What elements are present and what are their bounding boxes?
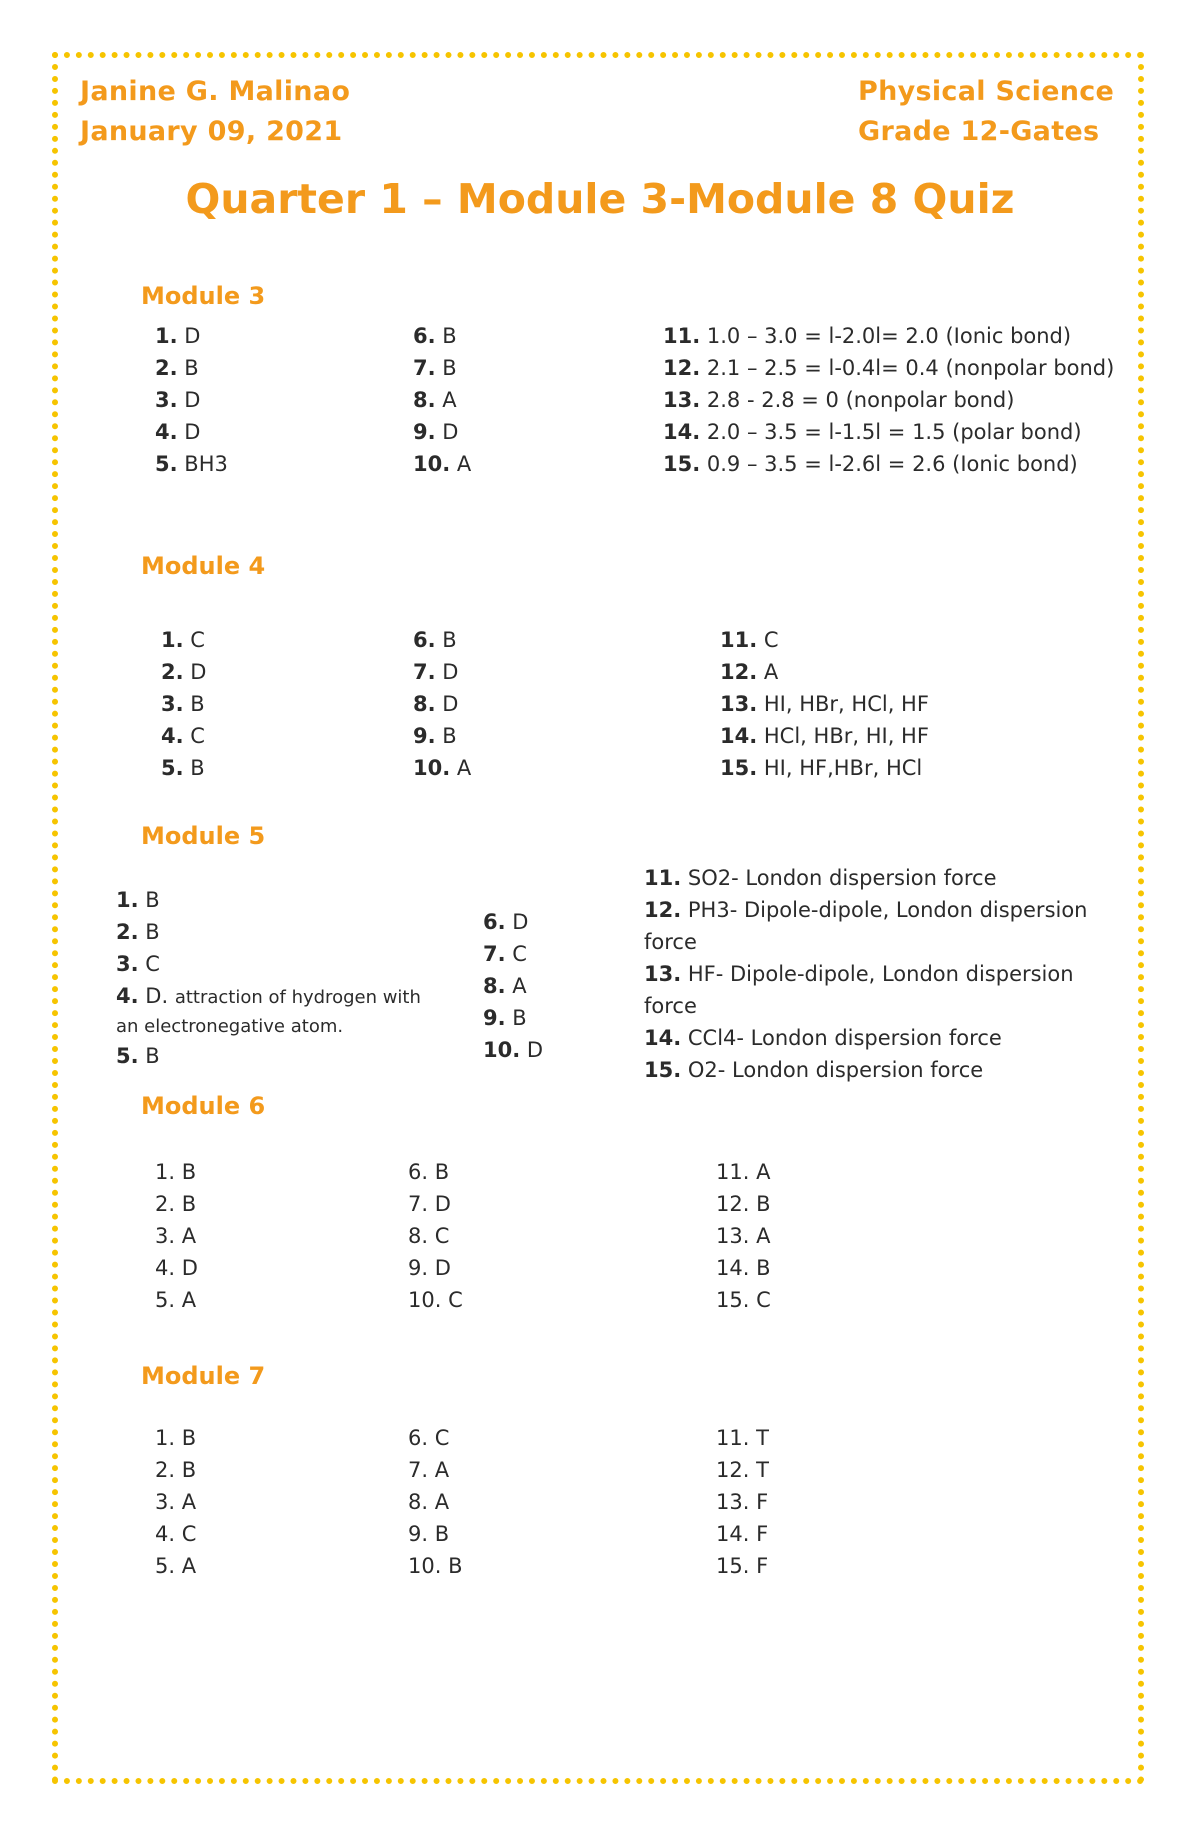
item-number: 15. [720, 756, 758, 780]
item-answer: F [756, 1490, 769, 1514]
item-answer: B [190, 692, 205, 716]
item-number: 5. [155, 1288, 176, 1312]
item-number: 11. [663, 324, 701, 348]
list-item [716, 1252, 771, 1284]
item-number: 10. [483, 1038, 521, 1062]
item-number: 12. [663, 356, 701, 380]
item-number: 15. [663, 452, 701, 476]
item-answer: D [184, 420, 201, 444]
list-item [644, 1022, 1122, 1054]
module-7-heading: Module 7 [141, 1362, 266, 1390]
list-item [408, 1284, 463, 1316]
item-number: 7. [413, 660, 436, 684]
item-answer: B [442, 724, 457, 748]
list-item [408, 1454, 463, 1486]
item-answer: C [190, 628, 205, 652]
item-answer: HI, HBr, HCl, HF [763, 692, 929, 716]
list-item [155, 1188, 198, 1220]
item-answer: B [145, 920, 160, 944]
list-item [483, 970, 543, 1002]
item-number: 5. [116, 1044, 139, 1068]
list-item [720, 624, 929, 656]
list-item [155, 1252, 198, 1284]
item-answer: C [181, 1522, 197, 1546]
list-item [161, 688, 206, 720]
item-number: 10. [408, 1288, 442, 1312]
list-item [408, 1486, 463, 1518]
list-item [716, 1518, 769, 1550]
item-number: 9. [408, 1256, 429, 1280]
item-number: 2. [155, 1458, 176, 1482]
list-item [716, 1220, 771, 1252]
item-number: 12. [716, 1458, 750, 1482]
list-item [413, 352, 471, 384]
list-item [408, 1252, 463, 1284]
item-answer: B [434, 1160, 450, 1184]
item-answer: A [456, 452, 472, 476]
module-6-col-2 [408, 1156, 463, 1316]
list-item [408, 1156, 463, 1188]
list-item [155, 384, 228, 416]
item-number: 13. [716, 1224, 750, 1248]
item-number: 10. [413, 756, 451, 780]
item-answer: D [512, 910, 529, 934]
list-item [716, 1550, 769, 1582]
list-item [716, 1156, 771, 1188]
item-number: 11. [716, 1160, 750, 1184]
module-3-col-1 [155, 320, 228, 480]
list-item [408, 1188, 463, 1220]
list-item [413, 720, 471, 752]
item-answer: 2.8 - 2.8 = 0 (nonpolar bond) [706, 388, 1015, 412]
item-number: 13. [720, 692, 758, 716]
item-answer: C [434, 1426, 450, 1450]
item-answer: A [442, 388, 457, 412]
item-number: 5. [155, 452, 178, 476]
item-number: 3. [161, 692, 184, 716]
item-number: 7. [408, 1458, 429, 1482]
list-item [483, 1034, 543, 1066]
item-answer: D. [145, 984, 169, 1008]
item-answer: B [442, 324, 457, 348]
list-item [116, 948, 436, 980]
item-number: 5. [161, 756, 184, 780]
list-item [408, 1422, 463, 1454]
list-item [720, 752, 929, 784]
item-number: 13. [716, 1490, 750, 1514]
module-4-col-1 [161, 624, 206, 784]
module-5-col-1 [116, 884, 436, 1072]
item-answer: CCl4- London dispersion force [687, 1026, 1002, 1050]
item-answer: C [190, 724, 205, 748]
item-number: 12. [644, 898, 682, 922]
item-answer: C [512, 942, 527, 966]
item-answer: O2- London dispersion force [687, 1058, 984, 1082]
item-number: 9. [413, 724, 436, 748]
item-answer: C [434, 1224, 450, 1248]
item-number: 2. [155, 1192, 176, 1216]
item-number: 14. [644, 1026, 682, 1050]
item-number: 14. [716, 1256, 750, 1280]
item-answer: F [756, 1522, 769, 1546]
module-5-items-1-3 [116, 884, 436, 980]
item-number: 15. [716, 1288, 750, 1312]
list-item [155, 448, 228, 480]
author-name: Janine G. Malinao [80, 76, 351, 107]
list-item [720, 688, 929, 720]
item-number: 8. [408, 1224, 429, 1248]
module-6-col-1 [155, 1156, 198, 1316]
module-6-heading: Module 6 [141, 1092, 266, 1120]
list-item [716, 1454, 769, 1486]
item-number: 2. [116, 920, 139, 944]
item-number: 4. [116, 984, 139, 1008]
item-answer: C [448, 1288, 463, 1312]
item-number: 1. [116, 888, 139, 912]
item-number: 11. [716, 1426, 750, 1450]
item-answer: D [442, 692, 459, 716]
subject: Physical Science [858, 76, 1115, 107]
list-item [155, 320, 228, 352]
item-answer: A [181, 1554, 197, 1578]
module-3-heading: Module 3 [141, 282, 266, 310]
item-answer: D [190, 660, 207, 684]
item-number: 7. [408, 1192, 429, 1216]
list-item [483, 1002, 543, 1034]
item-number: 6. [413, 324, 436, 348]
item-answer: B [181, 1192, 197, 1216]
item-answer: 1.0 – 3.0 = l-2.0l= 2.0 (Ionic bond) [706, 324, 1072, 348]
item-answer: B [442, 356, 457, 380]
list-item [161, 624, 206, 656]
item-number: 4. [155, 1256, 176, 1280]
item-number: 3. [116, 952, 139, 976]
page-title: Quarter 1 – Module 3-Module 8 Quiz [185, 175, 1015, 223]
item-answer: C [756, 1288, 771, 1312]
item-answer: A [763, 660, 779, 684]
list-item [483, 938, 543, 970]
item-answer: B [756, 1256, 771, 1280]
list-item [116, 982, 436, 1040]
list-item [413, 320, 471, 352]
item-number: 1. [155, 324, 178, 348]
item-number: 3. [155, 388, 178, 412]
list-item [716, 1284, 771, 1316]
list-item [644, 958, 1122, 1022]
item-number: 11. [644, 866, 682, 890]
list-item [161, 752, 206, 784]
item-answer: A [181, 1490, 197, 1514]
item-number: 6. [408, 1426, 429, 1450]
item-note: attraction of hydrogen with an electronegative atom. [116, 987, 421, 1037]
item-answer: A [756, 1160, 771, 1184]
item-number: 3. [155, 1490, 176, 1514]
item-number: 13. [663, 388, 701, 412]
list-item [644, 862, 1122, 894]
item-answer: D [181, 1256, 198, 1280]
item-answer: D [526, 1038, 544, 1062]
item-answer: B [181, 1426, 197, 1450]
item-answer: B [145, 888, 160, 912]
list-item [720, 656, 929, 688]
list-item [644, 1054, 1122, 1086]
item-number: 14. [663, 420, 701, 444]
list-item [155, 1486, 196, 1518]
item-number: 12. [720, 660, 758, 684]
list-item [116, 916, 436, 948]
grade-section: Grade 12-Gates [858, 116, 1100, 147]
item-answer: C [145, 952, 160, 976]
item-answer: HF- Dipole-dipole, London dispersion force [644, 962, 1074, 1018]
item-number: 2. [161, 660, 184, 684]
list-item [155, 1284, 198, 1316]
list-item [408, 1220, 463, 1252]
list-item [663, 320, 1114, 352]
item-number: 6. [408, 1160, 429, 1184]
list-item [663, 448, 1114, 480]
item-number: 9. [413, 420, 436, 444]
list-item [720, 720, 929, 752]
item-answer: B [181, 1458, 197, 1482]
item-number: 5. [155, 1554, 176, 1578]
item-answer: B [181, 1160, 197, 1184]
list-item [161, 656, 206, 688]
list-item [413, 624, 471, 656]
item-number: 15. [716, 1554, 750, 1578]
item-answer: D [434, 1192, 451, 1216]
item-answer: A [181, 1224, 197, 1248]
item-answer: A [512, 974, 527, 998]
list-item [716, 1486, 769, 1518]
item-answer: B [190, 756, 205, 780]
item-number: 7. [413, 356, 436, 380]
list-item [155, 1518, 196, 1550]
item-answer: HI, HF,HBr, HCl [763, 756, 923, 780]
item-answer: B [184, 356, 199, 380]
list-item [413, 688, 471, 720]
item-number: 4. [155, 420, 178, 444]
item-answer: B [442, 628, 457, 652]
item-number: 1. [155, 1426, 176, 1450]
item-answer: T [756, 1458, 769, 1482]
item-number: 6. [413, 628, 436, 652]
list-item [155, 416, 228, 448]
item-number: 14. [716, 1522, 750, 1546]
list-item [663, 352, 1114, 384]
item-answer: BH3 [184, 452, 228, 476]
module-7-col-3 [716, 1422, 769, 1582]
list-item [716, 1422, 769, 1454]
item-number: 9. [408, 1522, 429, 1546]
module-7-col-1 [155, 1422, 196, 1582]
module-6-col-3 [716, 1156, 771, 1316]
item-answer: 0.9 – 3.5 = l-2.6l = 2.6 (Ionic bond) [706, 452, 1078, 476]
item-answer: A [456, 756, 472, 780]
item-number: 11. [720, 628, 758, 652]
list-item [663, 384, 1114, 416]
list-item [161, 720, 206, 752]
item-number: 8. [408, 1490, 429, 1514]
item-number: 9. [483, 1006, 506, 1030]
list-item [116, 884, 436, 916]
item-answer: F [756, 1554, 769, 1578]
item-number: 6. [483, 910, 506, 934]
item-answer: C [763, 628, 779, 652]
item-answer: D [442, 660, 459, 684]
item-number: 10. [408, 1554, 442, 1578]
item-answer: PH3- Dipole-dipole, London dispersion force [644, 898, 1088, 954]
item-answer: D [442, 420, 459, 444]
module-4-col-3 [720, 624, 929, 784]
list-item [155, 1422, 196, 1454]
module-4-col-2 [413, 624, 471, 784]
module-5-col-3 [644, 862, 1122, 1086]
item-number: 13. [644, 962, 682, 986]
module-3-col-2 [413, 320, 471, 480]
item-answer: SO2- London dispersion force [687, 866, 997, 890]
item-answer: 2.0 – 3.5 = l-1.5l = 1.5 (polar bond) [706, 420, 1082, 444]
item-number: 4. [155, 1522, 176, 1546]
module-5-col-2 [483, 906, 543, 1066]
item-number: 8. [413, 692, 436, 716]
item-answer: B [448, 1554, 463, 1578]
list-item [716, 1188, 771, 1220]
list-item [155, 1454, 196, 1486]
module-7-col-2 [408, 1422, 463, 1582]
item-number: 8. [413, 388, 436, 412]
item-answer: A [181, 1288, 197, 1312]
list-item [116, 1040, 436, 1072]
item-answer: A [756, 1224, 771, 1248]
item-answer: D [434, 1256, 451, 1280]
item-answer: HCl, HBr, HI, HF [763, 724, 929, 748]
item-number: 15. [644, 1058, 682, 1082]
list-item [155, 1220, 198, 1252]
item-answer: D [184, 324, 201, 348]
list-item [663, 416, 1114, 448]
list-item [155, 1156, 198, 1188]
item-answer: A [434, 1458, 450, 1482]
item-number: 14. [720, 724, 758, 748]
module-4-heading: Module 4 [141, 552, 266, 580]
item-answer: B [145, 1044, 160, 1068]
module-5-heading: Module 5 [141, 822, 266, 850]
item-answer: A [434, 1490, 450, 1514]
item-number: 4. [161, 724, 184, 748]
module-3-col-3 [663, 320, 1114, 480]
list-item [155, 1550, 196, 1582]
list-item [413, 752, 471, 784]
list-item [413, 384, 471, 416]
item-answer: 2.1 – 2.5 = l-0.4l= 0.4 (nonpolar bond) [706, 356, 1115, 380]
item-number: 12. [716, 1192, 750, 1216]
list-item [408, 1550, 463, 1582]
list-item [413, 416, 471, 448]
item-number: 7. [483, 942, 506, 966]
item-number: 3. [155, 1224, 176, 1248]
item-number: 1. [161, 628, 184, 652]
item-number: 2. [155, 356, 178, 380]
date: January 09, 2021 [80, 116, 343, 147]
list-item [644, 894, 1122, 958]
item-number: 8. [483, 974, 506, 998]
list-item [413, 656, 471, 688]
item-answer: D [184, 388, 201, 412]
item-number: 10. [413, 452, 451, 476]
list-item [155, 352, 228, 384]
list-item [408, 1518, 463, 1550]
item-answer: B [512, 1006, 527, 1030]
list-item [413, 448, 471, 480]
item-answer: B [756, 1192, 771, 1216]
item-number: 1. [155, 1160, 176, 1184]
list-item [483, 906, 543, 938]
item-answer: B [434, 1522, 450, 1546]
item-answer: T [756, 1426, 769, 1450]
